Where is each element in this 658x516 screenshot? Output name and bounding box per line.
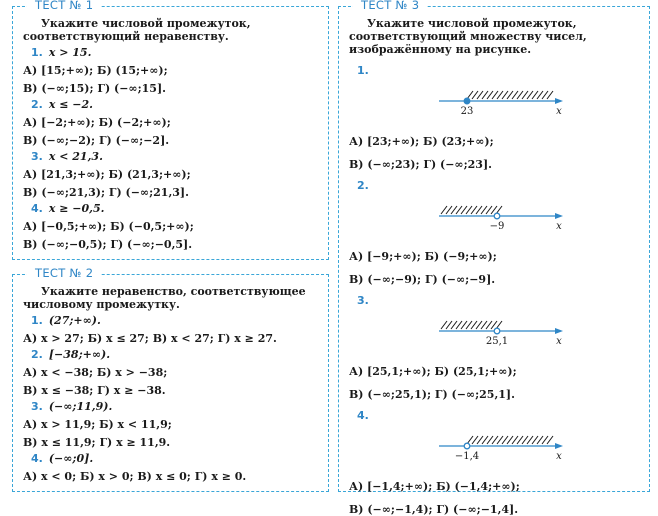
t2-q4: 4. (−∞;0].: [31, 452, 94, 465]
test-2-instruction: Укажите неравенство, соответствующее числовому промежутку.: [23, 285, 306, 311]
hatch-region: [441, 321, 502, 329]
t3-q1-options-row1: А) [23;+∞); Б) (23;+∞);: [349, 135, 494, 148]
t1-q3-options-row2: В) (−∞;21,3); Г) (−∞;21,3].: [23, 186, 189, 199]
t3-q2-number-line: [439, 196, 639, 242]
t3-q3-options-row2: В) (−∞;25,1); Г) (−∞;25,1].: [349, 388, 515, 401]
test-3-title: ТЕСТ № 3: [353, 0, 427, 12]
axis-var-label: x: [556, 221, 562, 232]
point-marker: [494, 328, 500, 334]
point-marker: [464, 443, 470, 449]
number-line-graphic: [439, 426, 569, 466]
axis-var-label: x: [556, 336, 562, 347]
t3-q2: 2.: [357, 179, 369, 192]
test-1-title: ТЕСТ № 1: [27, 0, 101, 12]
t3-q1: 1.: [357, 64, 369, 77]
t2-q2-options-row1: А) x < −38; Б) x > −38;: [23, 366, 168, 379]
t3-q3: 3.: [357, 294, 369, 307]
test-1-panel: [12, 0, 329, 260]
t2-q3-options-row2: В) x ≤ 11,9; Г) x ≥ 11,9.: [23, 436, 171, 449]
point-label: −1,4: [454, 451, 480, 462]
hatch-region: [467, 91, 553, 99]
hatch-region: [441, 206, 502, 214]
number-line-graphic: [439, 81, 569, 121]
point-label: −9: [489, 221, 505, 232]
t1-q1-options-row1: А) [15;+∞); Б) (15;+∞);: [23, 64, 168, 77]
t1-q4-options-row2: В) (−∞;−0,5); Г) (−∞;−0,5].: [23, 238, 193, 251]
axis-var-label: x: [556, 451, 562, 462]
t2-q4-options-row1: А) x < 0; Б) x > 0; В) x ≤ 0; Г) x ≥ 0.: [23, 470, 247, 483]
t1-q1: 1. x > 15.: [31, 46, 92, 59]
t3-q3-number-line: [439, 311, 639, 357]
t3-q3-options-row1: А) [25,1;+∞); Б) (25,1;+∞);: [349, 365, 517, 378]
test-2-panel: [12, 266, 329, 492]
t1-q3-options-row1: А) [21,3;+∞); Б) (21,3;+∞);: [23, 168, 191, 181]
t3-q2-options-row2: В) (−∞;−9); Г) (−∞;−9].: [349, 273, 496, 286]
t2-q2-options-row2: В) x ≤ −38; Г) x ≥ −38.: [23, 384, 166, 397]
number-line-graphic: [439, 311, 569, 351]
test-2-title: ТЕСТ № 2: [27, 266, 101, 280]
point-marker: [494, 213, 500, 219]
axis-arrow-icon: [555, 213, 563, 219]
t2-q1: 1. (27;+∞).: [31, 314, 101, 327]
hatch-region: [467, 436, 553, 444]
t3-q4: 4.: [357, 409, 369, 422]
t1-q2-options-row1: А) [−2;+∞); Б) (−2;+∞);: [23, 116, 171, 129]
axis-arrow-icon: [555, 98, 563, 104]
t3-q1-number-line: [439, 81, 639, 127]
t2-q1-options-row1: А) x > 27; Б) x ≤ 27; В) x < 27; Г) x ≥ 27.: [23, 332, 277, 345]
point-marker: [464, 98, 470, 104]
t1-q2-options-row2: В) (−∞;−2); Г) (−∞;−2].: [23, 134, 170, 147]
t3-q2-options-row1: А) [−9;+∞); Б) (−9;+∞);: [349, 250, 497, 263]
t2-q3-options-row1: А) x > 11,9; Б) x < 11,9;: [23, 418, 172, 431]
point-label: 25,1: [485, 336, 509, 347]
t1-q1-options-row2: В) (−∞;15); Г) (−∞;15].: [23, 82, 166, 95]
t3-q4-options-row2: В) (−∞;−1,4); Г) (−∞;−1,4].: [349, 503, 519, 516]
t1-q2: 2. x ≤ −2.: [31, 98, 93, 111]
axis-var-label: x: [556, 106, 562, 117]
t3-q4-number-line: [439, 426, 639, 472]
number-line-graphic: [439, 196, 569, 236]
axis-arrow-icon: [555, 443, 563, 449]
point-label: 23: [460, 106, 474, 117]
t1-q3: 3. x < 21,3.: [31, 150, 103, 163]
t2-q2: 2. [−38;+∞).: [31, 348, 111, 361]
axis-arrow-icon: [555, 328, 563, 334]
t3-q4-options-row1: А) [−1,4;+∞); Б) (−1,4;+∞);: [349, 480, 520, 493]
test-3-instruction: Укажите числовой промежуток, соответствующий множеству чисел, изображённому на рисунке.: [349, 17, 587, 56]
test-3-panel: [338, 0, 650, 516]
t2-q3: 3. (−∞;11,9).: [31, 400, 113, 413]
t3-q1-options-row2: В) (−∞;23); Г) (−∞;23].: [349, 158, 492, 171]
t1-q4: 4. x ≥ −0,5.: [31, 202, 105, 215]
test-1-instruction: Укажите числовой промежуток, соответствующий неравенству.: [23, 17, 251, 43]
t1-q4-options-row1: А) [−0,5;+∞); Б) (−0,5;+∞);: [23, 220, 194, 233]
